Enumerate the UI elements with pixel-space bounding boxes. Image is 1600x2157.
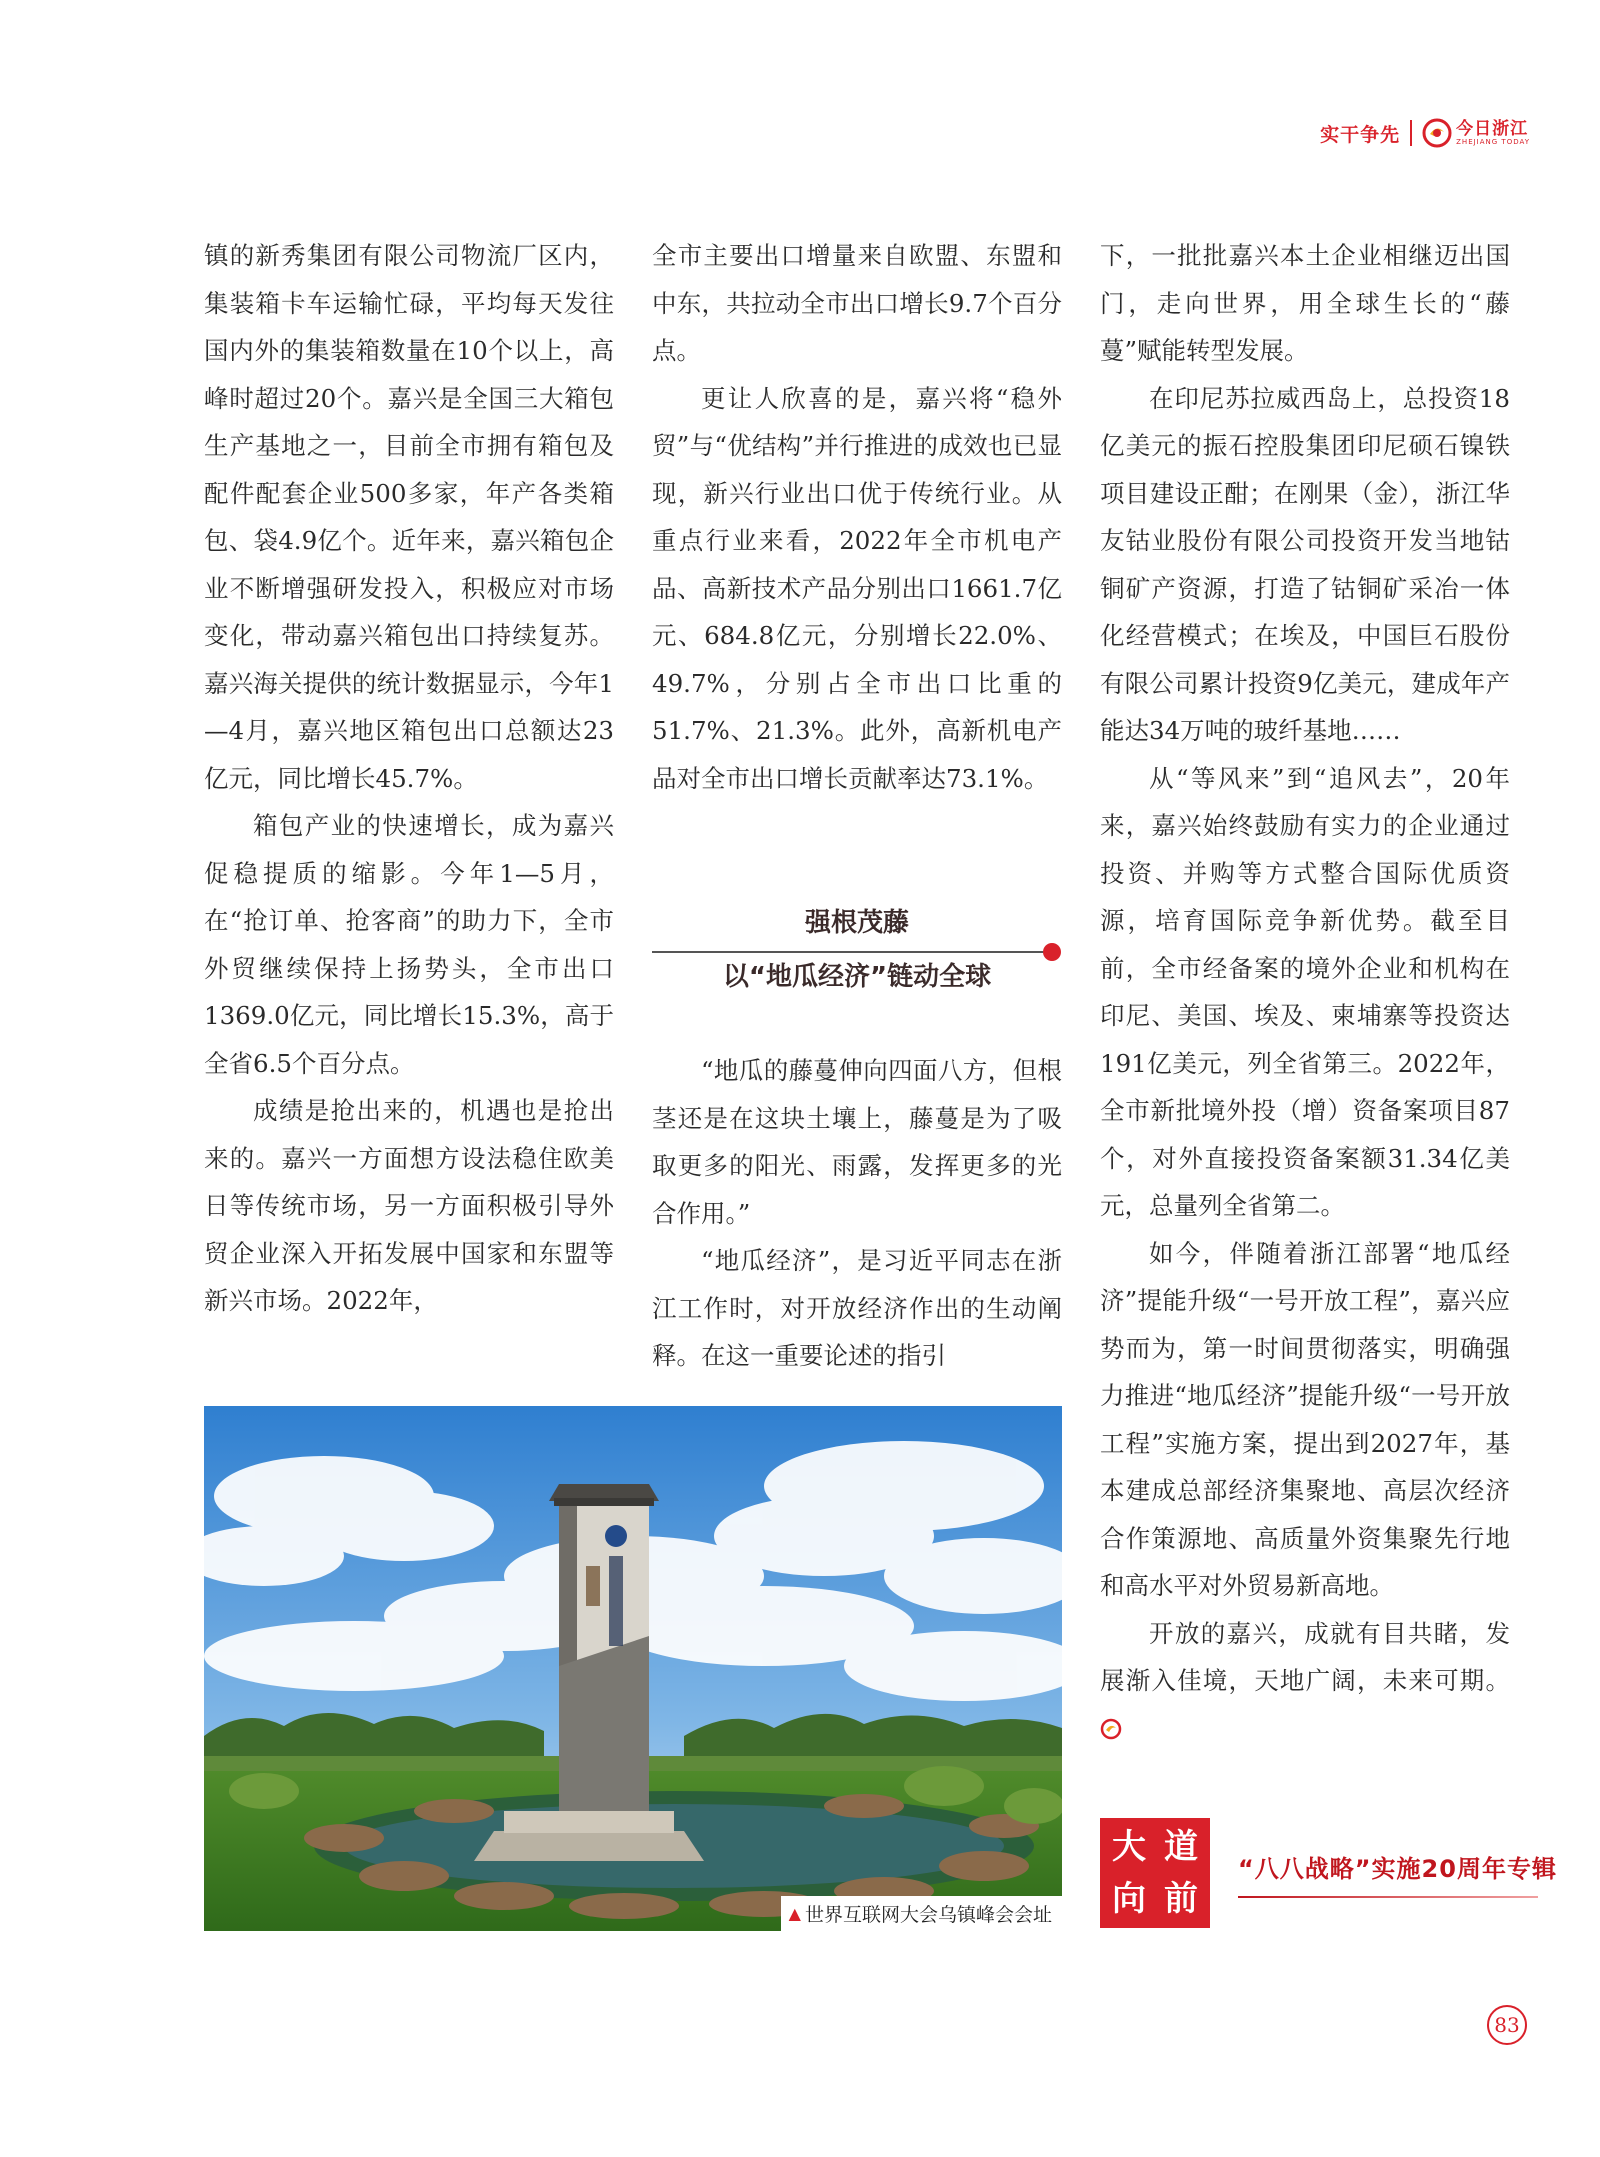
paragraph: 成绩是抢出来的，机遇也是抢出来的。嘉兴一方面想方设法稳住欧美日等传统市场，另一方面积极引导外贸企业深入开拓发展中国家和东盟等新兴市场。2022年， bbox=[204, 1096, 614, 1315]
closing-text: 开放的嘉兴，成就有目共睹，发展渐入佳境，天地广阔，未来可期。 bbox=[1100, 1618, 1510, 1695]
red-dot-icon bbox=[1043, 943, 1061, 961]
paragraph: 下，一批批嘉兴本土企业相继迈出国门，走向世界，用全球生长的“藤蔓”赋能转型发展。 bbox=[1100, 241, 1510, 365]
caption-text: 世界互联网大会乌镇峰会会址 bbox=[804, 1904, 1052, 1926]
paragraph: 箱包产业的快速增长，成为嘉兴促稳提质的缩影。今年1—5月，在“抢订单、抢客商”的助力下，全市外贸继续保持上扬势头，全市出口1369.0亿元，同比增长15.3%，高于全省6.5个百分点。 bbox=[204, 811, 614, 1078]
text-column-2-lower bbox=[652, 1047, 1062, 1380]
seal-char: 前 bbox=[1164, 1879, 1198, 1919]
brand-name: 今日浙江 bbox=[1456, 119, 1529, 139]
text-column-2 bbox=[652, 232, 1062, 802]
photo-illustration bbox=[204, 1406, 1062, 1931]
paragraph: “地瓜的藤蔓伸向四面八方，但根茎还是在这块土壤上，藤蔓是为了吸取更多的阳光、雨露，发挥更多的光合作用。” bbox=[652, 1056, 1062, 1228]
seal-char: 向 bbox=[1112, 1879, 1146, 1919]
seal-char: 大 bbox=[1112, 1827, 1146, 1867]
page-header bbox=[1320, 118, 1530, 148]
special-issue-badge bbox=[1100, 1818, 1557, 1928]
brand-name-en: ZHEJIANG TODAY bbox=[1456, 138, 1530, 146]
section-tag: 实干争先 bbox=[1320, 123, 1401, 146]
subheading-line-2: 以“地瓜经济”链动全球 bbox=[722, 962, 992, 992]
landmark-photo bbox=[204, 1406, 1062, 1931]
end-mark-icon bbox=[1100, 1718, 1122, 1740]
paragraph: 如今，伴随着浙江部署“地瓜经济”提能升级“一号开放工程”，嘉兴应势而为，第一时间贯彻落实，明确强力推进“地瓜经济”提能升级“一号开放工程”实施方案，提出到2027年，基本建成总部经济集聚地、高层次经济合作策源地、高质量外资集聚先行地和高水平对外贸易新高地。 bbox=[1100, 1238, 1510, 1600]
header-divider bbox=[1410, 120, 1412, 146]
paragraph: 更让人欣喜的是，嘉兴将“稳外贸”与“优结构”并行推进的成效也已显现，新兴行业出口优于传统行业。从重点行业来看，2022年全市机电产品、高新技术产品分别出口1661.7亿元、684.8亿元，分别增长22.0%、49.7%，分别占全市出口比重的51.7%、21.3%。此外，高新机电产品对全市出口增长贡献率达73.1%。 bbox=[652, 383, 1062, 793]
paragraph: 镇的新秀集团有限公司物流厂区内，集装箱卡车运输忙碌，平均每天发往国内外的集装箱数量在10个以上，高峰时超过20个。嘉兴是全国三大箱包生产基地之一，目前全市拥有箱包及配件配套企业500多家，年产各类箱包、袋4.9亿个。近年来，嘉兴箱包企业不断增强研发投入，积极应对市场变化，带动嘉兴箱包出口持续复苏。嘉兴海关提供的统计数据显示，今年1—4月，嘉兴地区箱包出口总额达23亿元，同比增长45.7%。 bbox=[204, 241, 614, 793]
paragraph: 全市主要出口增量来自欧盟、东盟和中东，共拉动全市出口增长9.7个百分点。 bbox=[652, 241, 1062, 365]
seal-stamp bbox=[1100, 1818, 1210, 1928]
paragraph: 从“等风来”到“追风去”，20年来，嘉兴始终鼓励有实力的企业通过投资、并购等方式整合国际优质资源，培育国际竞争新优势。截至目前，全市经备案的境外企业和机构在印尼、美国、埃及、柬埔寨等投资达191亿美元，列全省第三。2022年，全市新批境外投（增）资备案项目87个，对外直接投资备案额31.34亿美元，总量列全省第二。 bbox=[1100, 763, 1510, 1220]
paragraph bbox=[1100, 1610, 1510, 1753]
text-column-1 bbox=[204, 232, 614, 1325]
paragraph: 在印尼苏拉威西岛上，总投资18亿美元的振石控股集团印尼硕石镍铁项目建设正酣；在刚果（金），浙江华友钴业股份有限公司投资开发当地钴铜矿产资源，打造了钴铜矿采冶一体化经营模式；在埃及，中国巨石股份有限公司累计投资9亿美元，建成年产能达34万吨的玻纤基地…… bbox=[1100, 383, 1510, 745]
badge-title: “八八战略”实施20周年专辑 bbox=[1238, 1854, 1557, 1883]
seal-char: 道 bbox=[1164, 1827, 1198, 1867]
badge-rule bbox=[1238, 1896, 1538, 1898]
photo-caption bbox=[781, 1896, 1062, 1931]
paragraph: “地瓜经济”，是习近平同志在浙江工作时，对开放经济作出的生动阐释。在这一重要论述的指引 bbox=[652, 1246, 1062, 1370]
section-subheading bbox=[652, 905, 1062, 995]
text-column-3 bbox=[1100, 232, 1510, 1752]
page-number: 83 bbox=[1487, 2005, 1527, 2045]
triangle-icon: ▲ bbox=[788, 1904, 801, 1923]
subheading-rule bbox=[652, 951, 1048, 953]
subheading-line-1: 强根茂藤 bbox=[804, 908, 909, 938]
brand-logo bbox=[1422, 118, 1530, 148]
swirl-logo-icon bbox=[1422, 118, 1452, 148]
